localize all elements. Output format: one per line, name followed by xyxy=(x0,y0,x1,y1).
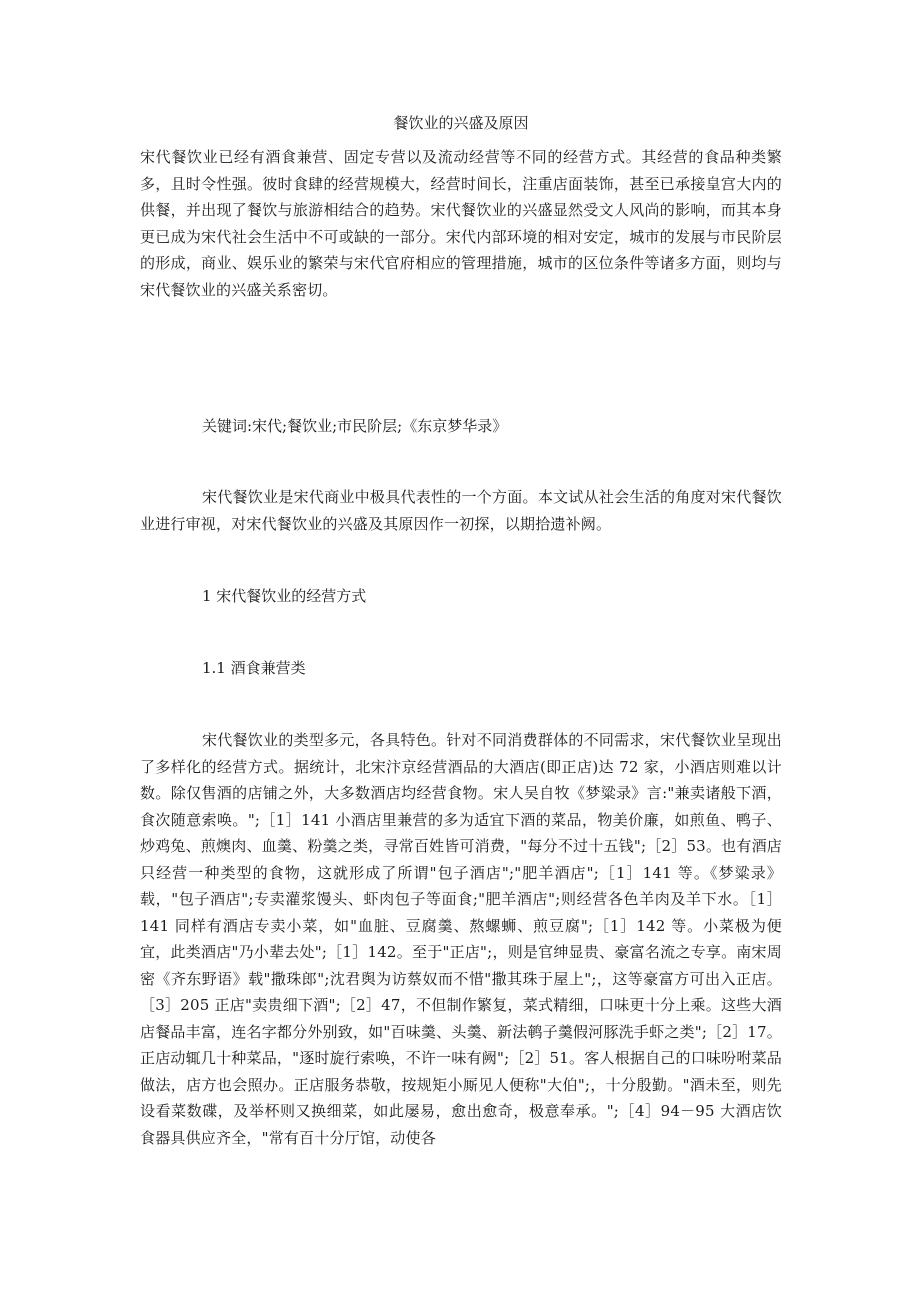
body-paragraph: 宋代餐饮业的类型多元，各具特色。针对不同消费群体的不同需求，宋代餐饮业呈现出了多样化的经营方式。据统计，北宋汴京经营酒品的大酒店(即正店)达 72 家，小酒店则难以计数。除仅售酒的店铺之外，大多数酒店均经营食物。宋人吴自牧《梦粱录》言:"兼卖诸般下酒，食次随意索唤。";［1］141 小酒店里兼营的多为适宜下酒的菜品，物美价廉，如煎鱼、鸭子、炒鸡兔、煎燠肉、血羹、粉羹之类，寻常百姓皆可消费，"每分不过十五钱";［2］53。也有酒店只经营一种类型的食物，这就形成了所谓"包子酒店";"肥羊酒店";［1］141 等。《梦粱录》载，"包子酒店";专卖灌浆馒头、虾肉包子等面食;"肥羊酒店";则经营各色羊肉及羊下水。［1］141 同样有酒店专卖小菜，如"血脏、豆腐羹、熬螺蛳、煎豆腐";［1］142 等。小菜极为便宜，此类酒店"乃小辈去处";［1］142。至于"正店";，则是官绅显贵、豪富名流之专享。南宋周密《齐东野语》载"撒珠郎";沈君舆为访蔡奴而不惜"撒其珠于屋上";，这等豪富方可出入正店。［3］205 正店"卖贵细下酒";［2］47，不但制作繁复，菜式精细，口味更十分上乘。这些大酒店餐品丰富，连名字都分外别致，如"百味羹、头羹、新法鹌子羹假河豚洗手虾之类";［2］17。正店动辄几十种菜品，"逐时旋行索唤，不许一味有阙";［2］51。客人根据自己的口味吩咐菜品做法，店方也会照办。正店服务恭敬，按规矩小厮见人便称"大伯";，十分殷勤。"酒未至，则先设看菜数碟，及举杯则又换细菜，如此屡易，愈出愈奇，极意奉承。";［4］94－95 大酒店饮食器具供应齐全，"常有百十分厅馆，动使各 xyxy=(140,731,782,1147)
abstract-paragraph: 宋代餐饮业已经有酒食兼营、固定专营以及流动经营等不同的经营方式。其经营的食品种类繁多，且时令性强。彼时食肆的经营规模大，经营时间长，注重店面装饰，甚至已承接皇宫大内的供餐，并出现了餐饮与旅游相结合的趋势。宋代餐饮业的兴盛显然受文人风尚的影响，而其本身更已成为宋代社会生活中不可或缺的一部分。宋代内部环境的相对安定，城市的发展与市民阶层的形成，商业、娱乐业的繁荣与宋代官府相应的管理措施，城市的区位条件等诸多方面，则均与宋代餐饮业的兴盛关系密切。 xyxy=(140,148,782,299)
document-title: 餐饮业的兴盛及原因 xyxy=(393,114,529,132)
intro-paragraph: 宋代餐饮业是宋代商业中极具代表性的一个方面。本文试从社会生活的角度对宋代餐饮业进行审视，对宋代餐饮业的兴盛及其原因作一初探，以期拾遗补阙。 xyxy=(140,488,782,533)
section-heading-1-1: 1.1 酒食兼营类 xyxy=(202,659,306,677)
spacer xyxy=(140,609,782,655)
spacer xyxy=(140,537,782,583)
document-page xyxy=(140,112,782,1151)
spacer xyxy=(140,681,782,727)
keywords-line: 关键词:宋代;餐饮业;市民阶层;《东京梦华录》 xyxy=(202,417,508,435)
spacer xyxy=(140,439,782,484)
spacer xyxy=(140,303,782,413)
section-heading-1: 1 宋代餐饮业的经营方式 xyxy=(202,587,367,605)
